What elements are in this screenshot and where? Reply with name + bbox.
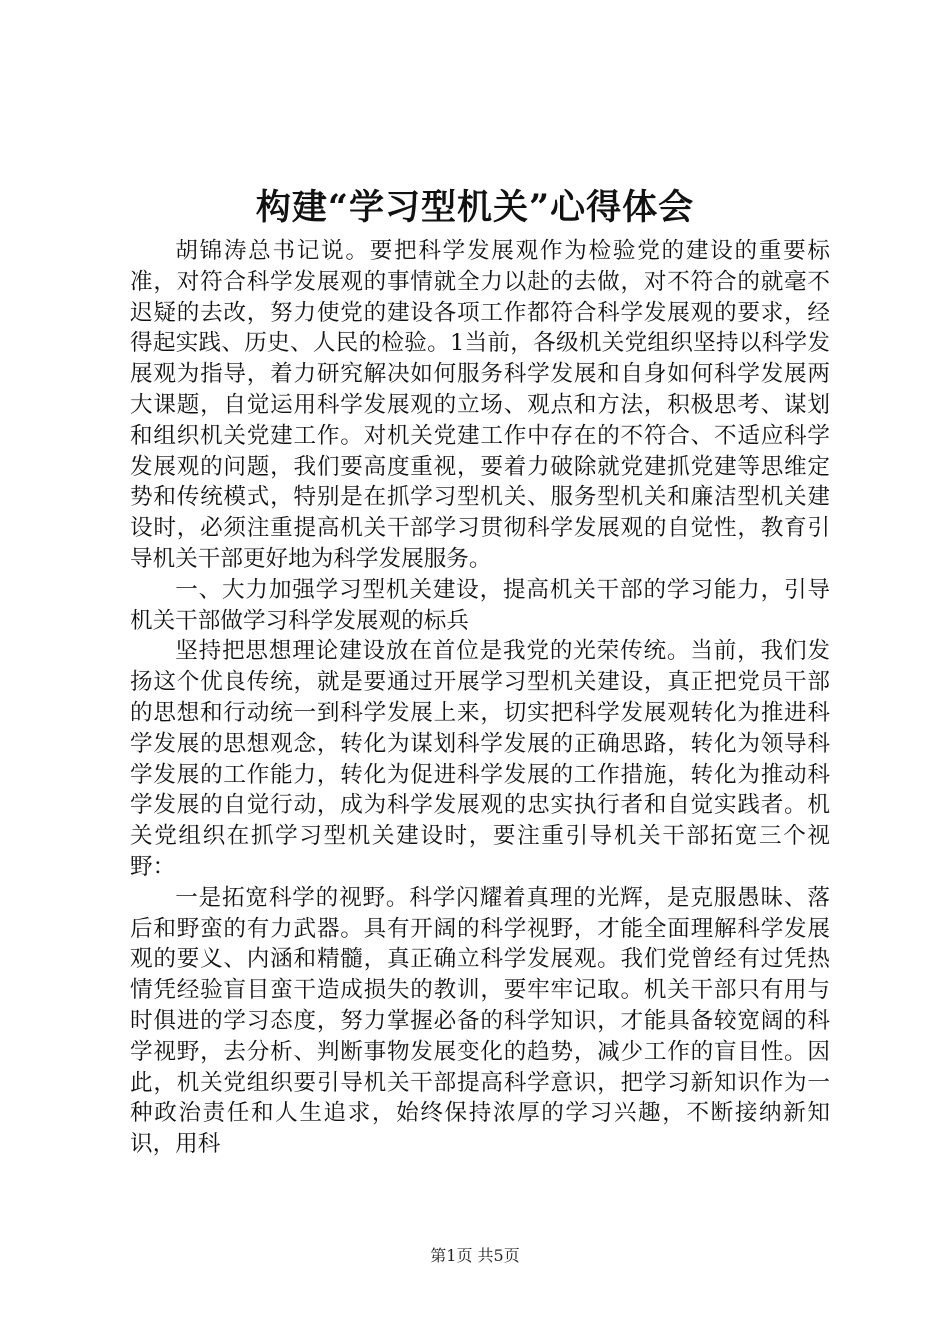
paragraph-science-vision: 一是拓宽科学的视野。科学闪耀着真理的光辉，是克服愚昧、落后和野蛮的有力武器。具有开阔的科学视野，才能全面理解科学发展观的要义、内涵和精髓，真正确立科学发展观。我们党曾经有过凭热情凭经验盲目蛮干造成损失的教训，要牢牢记取。机关干部只有用与时俱进的学习态度，努力掌握必备的科学知识，才能具备较宽阔的科学视野，去分析、判断事物发展变化的趋势，减少工作的盲目性。因此，机关党组织要引导机关干部提高科学意识，把学习新知识作为一种政治责任和人生追求，始终保持浓厚的学习兴趣，不断接纳新知识，用科 xyxy=(130,884,830,1158)
paragraph-tradition: 坚持把思想理论建设放在首位是我党的光荣传统。当前，我们发扬这个优良传统，就是要通过开展学习型机关建设，真正把党员干部的思想和行动统一到科学发展上来，切实把科学发展观转化为推进科学发展的思想观念，转化为谋划科学发展的正确思路，转化为领导科学发展的工作能力，转化为促进科学发展的工作措施，转化为推动科学发展的自觉行动，成为科学发展观的忠实执行者和自觉实践者。机关党组织在抓学习型机关建设时，要注重引导机关干部拓宽三个视野： xyxy=(130,638,830,880)
paragraph-intro: 胡锦涛总书记说。要把科学发展观作为检验党的建设的重要标准，对符合科学发展观的事情就全力以赴的去做，对不符合的就毫不迟疑的去改，努力使党的建设各项工作都符合科学发展观的要求，经得起实践、历史、人民的检验。1当前，各级机关党组织坚持以科学发展观为指导，着力研究解决如何服务科学发展和自身如何科学发展两大课题，自觉运用科学发展观的立场、观点和方法，积极思考、谋划和组织机关党建工作。对机关党建工作中存在的不符合、不适应科学发展观的问题，我们要高度重视，要着力破除就党建抓党建等思维定势和传统模式，特别是在抓学习型机关、服务型机关和廉洁型机关建设时，必须注重提高机关干部学习贯彻科学发展观的自觉性，教育引导机关干部更好地为科学发展服务。 xyxy=(130,238,830,572)
page-footer: 第1页 共5页 xyxy=(430,1246,520,1265)
document-title: 构建“学习型机关”心得体会 xyxy=(255,187,695,228)
document-body xyxy=(130,236,830,1160)
paragraph-section-heading: 一、大力加强学习型机关建设，提高机关干部的学习能力，引导机关干部做学习科学发展观的标兵 xyxy=(130,576,830,634)
